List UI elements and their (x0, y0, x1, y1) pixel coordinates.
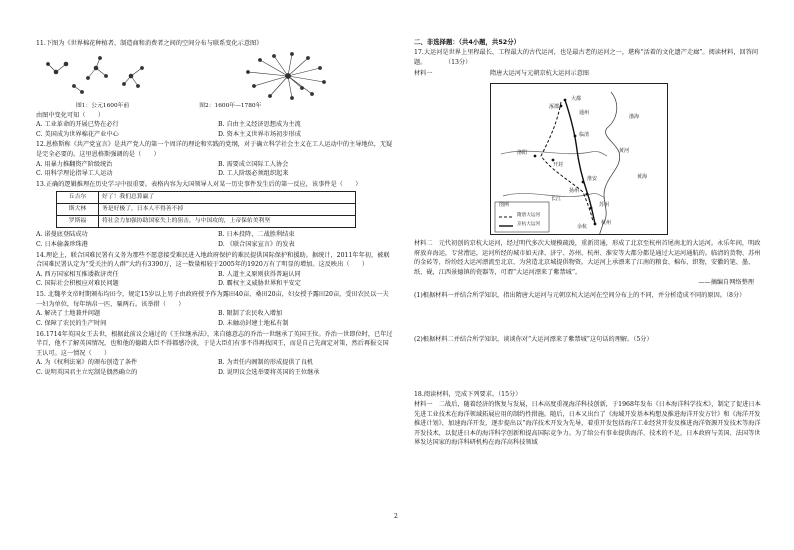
q13-option-b[interactable]: B. 日本投降，二战胜利结束 (218, 231, 295, 239)
q14-option-d[interactable]: D. 霸权主义威胁世界和平安定 (218, 280, 301, 288)
q12-option-d[interactable]: D. 工人阶级必须组织起来 (218, 170, 289, 178)
q16-option-c[interactable]: C. 说明英国君主立宪制是偶然确立的 (36, 368, 138, 376)
q14-option-c[interactable]: C. 国际社会积极应对难民问题 (36, 280, 119, 288)
map-label: 临清 (579, 132, 590, 139)
left-column (36, 38, 394, 378)
q13-option-a[interactable]: A. 诺曼底登陆成功 (36, 231, 88, 239)
map-label: 渤海 (629, 114, 640, 121)
map-title: 隋唐大运河与元朝京杭大运河示意图 (490, 70, 589, 78)
canal-map (490, 83, 668, 235)
fig2-network (246, 52, 325, 99)
q15-option-c[interactable]: C. 保障了农民的生产时间 (36, 319, 107, 327)
q17-sub2-answer-space[interactable] (414, 344, 764, 390)
q11-diagram (36, 52, 394, 102)
legend-item: 京杭大运河 (517, 222, 540, 228)
map-label: 黄河 (619, 148, 630, 155)
table-row (57, 216, 356, 228)
q12-option-c[interactable]: C. 用科学理论指导工人运动 (36, 170, 113, 178)
q18-material1 (414, 400, 764, 448)
table-cell-leader: 丘吉尔 (57, 192, 99, 204)
q18-material1-label: 材料一 (414, 401, 433, 409)
q13-option-d[interactable]: D. 《联合国家宣言》的发表 (218, 241, 295, 249)
q14-option-a[interactable]: A. 西方国家相互推诿救济责任 (36, 270, 119, 278)
q12-option-a[interactable]: A. 用暴力推翻资产阶级统治 (36, 160, 113, 168)
q18-material1-text: 二战后，随着经济的恢复与发展，日本高度重视海洋科技创新，于1968年发布《日本海洋科学技术》，制定了促进日本先进工业技术在海洋领域拓展应用的制约性措施。随后，日本又出台了《海域开发基本构想及推进海洋开发方针》和《海洋开发推进计划》，加速海洋开发，逐步提出以“海洋技术开发为先导，着重开发包括海洋工业经营开发及推进海洋资源开发技术等海洋开发技术，以促进日本的海洋科学创新和提高国际竞争力。为了给公有事业提供海洋、技术的不足，日本政府与美国、法国等世界发达国家的海洋科研机构在海洋高科技领域 (414, 401, 761, 447)
page-number: 2 (394, 513, 398, 520)
q14-options (36, 270, 394, 289)
fig1-caption: 图1：公元1600年前 (76, 102, 130, 109)
q17-material2-text: 元代初创的京杭大运河，经过明代多次大规模疏浚，重新贯通，形成了北京至杭州首尾南北的大运河。永乐年间，明政府放弃海运，专营漕运，运河所经的城市如天津、济宁、苏州、杭州、淮安等大都分都是通过大运河通航的。临清的货物、苏州的金砖等，纷纷经大运河漂流至北京，为营造北京城提供物资。大运河上承漂来了江南的粮食、棉布、织物，安徽的笔、墨、纸、砚，江西景德镇的瓷器等，可谓“大运河漂来了紫禁城”。 (414, 240, 761, 276)
q11-option-d[interactable]: D. 资本主义世界市场初步形成 (218, 130, 301, 138)
section-title: 二、非选择题：（共4小题，共52分） (414, 38, 520, 46)
map-label: 杭州 (601, 220, 612, 227)
map-label: 苏州 (599, 202, 610, 209)
q17-material2-source: ——摘编自网络整理 (698, 278, 754, 286)
map-label: 长江 (551, 196, 562, 203)
q12-options (36, 160, 394, 179)
table-row (57, 204, 356, 216)
map-label: 淮安 (587, 176, 598, 183)
q11-captions (76, 102, 394, 111)
table-cell-quote: 好了！我们总算赢了 (99, 192, 356, 204)
q13-table (56, 191, 356, 228)
q16-option-a[interactable]: A. 为《权利法案》的颁布创造了条件 (36, 359, 138, 367)
table-cell-quote: 务是好极了，日本人不得善不掉 (99, 204, 356, 216)
q16-option-b[interactable]: B. 为责任内阁制的形成提供了良机 (218, 359, 314, 367)
q15-options (36, 309, 394, 328)
q17-material2 (414, 239, 764, 277)
map-label: 大都 (571, 96, 582, 103)
q17-material1 (414, 67, 764, 235)
legend-item: 隋唐大运河 (517, 213, 540, 219)
map-label: 开封 (553, 162, 564, 169)
q11-option-c[interactable]: C. 美国成为世界棉花产业中心 (36, 130, 119, 138)
map-label: 扬州 (569, 188, 580, 195)
map-label: 洛阳 (517, 150, 528, 157)
q11-option-a[interactable]: A. 工业革命的开展已势在必行 (36, 121, 119, 129)
map-label: 黄海 (637, 174, 648, 181)
q17-sub2: (2)根据材料二并结合所学知识，谈谈你对“大运河漂来了紫禁城”这句话的理解。（5分） (414, 335, 653, 343)
fig1-network (46, 56, 143, 93)
q17-material1-label: 材料一 (414, 70, 433, 78)
q18-stem: 18.阅读材料，完成下列要求。（15分） (414, 391, 522, 399)
q11-stem: 11.下图为《世界棉花种植者、制造商和消费者之间的空间分布与联系变化示意图》 (36, 40, 263, 47)
q16-stem: 16.1714年英国女王去世，根据此前议会通过的《王位继承法》，来自德意志的乔治一世继承了英国王位。乔治一世即位时，已年过半百，他不了解英国情况，也和他的德籍大臣不得都感冷淡，于是大臣们有事不得再找国王，而是自己先商定对策，然后再报交国王认可。这一情况（ ） (36, 330, 393, 357)
table-cell-leader: 罗斯福 (57, 216, 99, 228)
q13-stem: 13.正确的逻辑推理在历史学习中很重要。表格内容为大国领导人对某一历史事件发生后的第一反应，该事件是（ ） (36, 180, 362, 188)
q15-option-d[interactable]: D. 未触动封建土地私有制 (218, 319, 289, 327)
q11-prompt: 由图中变化可知（ ） (36, 111, 105, 119)
fig2-caption: 图2：1600年—1780年 (199, 102, 262, 109)
q14-stem: 14.理论上，联合国难民署有义务为那些不愿意接受难民进入地政府保护的难民提供国际保护和援助。据统计，2011年年初，被联合国难民署认定为“受关注的人群”大约有3390万，这一数量相较于2005年的1920万有了明显的增加。这反映出（ ） (36, 251, 390, 269)
legend-title: 图例 (499, 202, 510, 209)
q16-option-d[interactable]: D. 说明议会选举要将英国的王位继承 (218, 368, 320, 376)
q14-option-b[interactable]: B. 人道主义原则获得普遍认同 (218, 270, 301, 278)
table-cell-quote: 将社会力加强协助国家失上的狙击，与中国攻的，上帝保佑美利坚 (99, 216, 356, 228)
table-cell-leader: 斯大林 (57, 204, 99, 216)
q17-sub1-answer-space[interactable] (414, 301, 764, 335)
q13-option-c[interactable]: C. 日本偷袭珍珠港 (36, 241, 88, 249)
map-label: 涿郡 (549, 104, 560, 111)
cotton-network-diagram (36, 52, 394, 102)
q15-option-a[interactable]: A. 解决了土地兼并问题 (36, 310, 101, 318)
q16-options (36, 358, 394, 377)
map-label: 通州 (579, 110, 590, 117)
q17-sub1: (1)根据材料一并结合所学知识，指出隋唐大运河与元朝京杭大运河在空间分布上的不同，并分析造成不同的原因。（8分） (414, 292, 746, 300)
right-column (414, 38, 764, 448)
q12-stem: 12.恩格斯称《共产党宣言》是共产党人的第一个周详的理论和实践的党纲，对于确立科学社会主义在工人运动中的主导地位，无疑是完全必要的。这里恩格斯强调的是（ ） (36, 141, 393, 159)
q15-option-b[interactable]: B. 限制了农民收入增加 (218, 310, 283, 318)
q12-option-b[interactable]: B. 需要成立国际工人协会 (218, 160, 289, 168)
map-label: 余杭 (577, 224, 588, 231)
q11-options (36, 120, 394, 139)
q17-material2-label: 材料二 (414, 240, 433, 248)
table-row (57, 192, 356, 204)
q13-options (36, 230, 394, 249)
q17-stem: 17.大运河是世界上里程最长、工程最大的古代运河，也是最古老的运河之一，堪称“活着的文化遗产走廊”。阅读材料，回答问题。 （13分） (414, 48, 759, 66)
q15-stem: 15. 北魏孝文帝时期颁布均田令，规定15岁以上男子由政府授予作为露田40亩、桑田20亩，妇女授予露田20亩，受田农民以一夫一妇为单位，每年纳帛一匹、粟两石。该举措（ ） (36, 291, 389, 308)
q11-option-b[interactable]: B. 自由主义经济思想成为主流 (218, 121, 301, 129)
